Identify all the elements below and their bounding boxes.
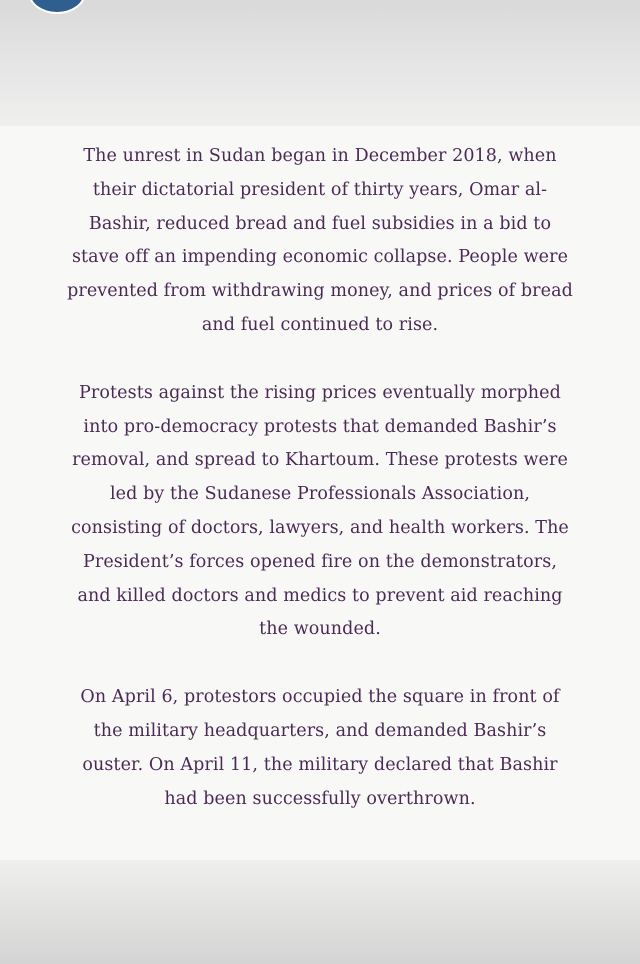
text-line: prevented from withdrawing money, and prices of bread [67,281,573,302]
text-line: and killed doctors and medics to prevent aid reaching [77,585,563,606]
story-text-block [30,140,610,850]
text-line: had been successfully overthrown. [164,788,476,809]
paragraph-sudan-unrest [30,140,610,343]
text-line: led by the Sudanese Professionals Association, [109,484,531,505]
text-line: Protests against the rising prices eventually morphed [79,382,561,403]
text-line: consisting of doctors, lawyers, and health workers. The [71,517,569,538]
text-line: the military headquarters, and demanded Bashir’s [93,720,547,741]
text-line: stave off an impending economic collapse. People were [71,247,569,268]
text-line: The unrest in Sudan began in December 2018, when [83,146,557,166]
paragraph-april-events [30,681,610,816]
text-line: their dictatorial president of thirty years, Omar al- [92,179,548,200]
text-line: the wounded. [259,619,381,640]
bottom-gradient-band [0,860,640,964]
text-line: Bashir, reduced bread and fuel subsidies in a bid to [88,213,552,234]
text-line: into pro-democracy protests that demanded Bashir’s [83,416,557,437]
text-line: On April 6, protestors occupied the square in front of [80,687,560,708]
paragraph-protests [30,377,610,647]
text-line: and fuel continued to rise. [201,314,439,335]
text-line: removal, and spread to Khartoum. These protests were [72,450,568,471]
text-line: President’s forces opened fire on the demonstrators, [82,551,557,572]
text-line: ouster. On April 11, the military declared that Bashir [82,754,558,775]
top-gradient-band [0,0,640,126]
